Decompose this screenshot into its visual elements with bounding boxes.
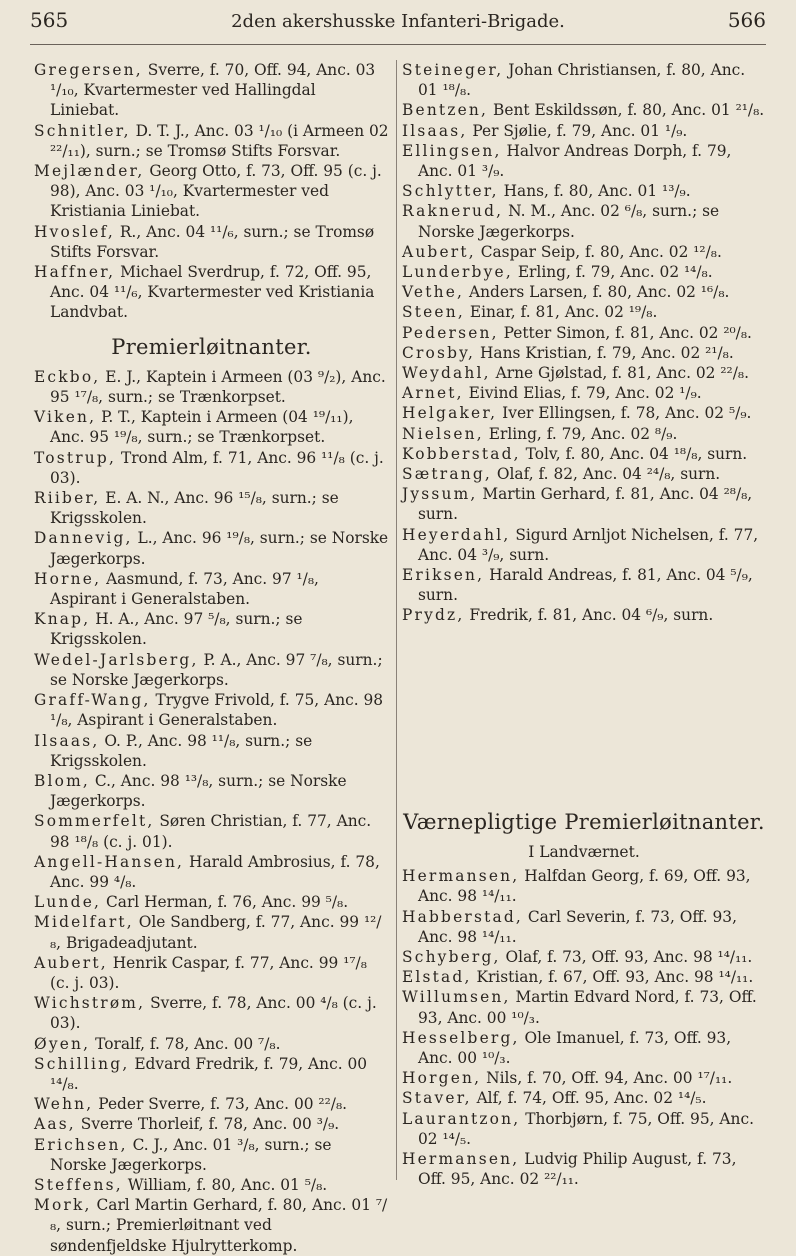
- entry-details: Trond Alm, f. 71, Anc. 96 ¹¹/₈ (c. j. 03).: [50, 448, 384, 487]
- left-column: [34, 60, 389, 1256]
- entry-details: Carl Martin Gerhard, f. 80, Anc. 01 ⁷/₈, surn.; Premierløitnant ved søndenfjeldske Hjulrytterkomp.: [50, 1196, 388, 1255]
- entry-line: [402, 484, 766, 524]
- list-item: [402, 363, 766, 383]
- entry-surname: Eriksen,: [402, 566, 485, 585]
- entry-line: [34, 1135, 389, 1175]
- entry-details: Sverre, f. 78, Anc. 00 ⁴/₈ (c. j. 03).: [50, 994, 377, 1033]
- entry-details: Johan Christiansen, f. 80, Anc. 01 ¹⁸/₈.: [418, 61, 746, 100]
- entry-line: [34, 811, 389, 851]
- list-item: [402, 262, 766, 282]
- list-item: [402, 383, 766, 403]
- entry-line: [34, 1114, 389, 1134]
- entry-surname: Ilsaas,: [34, 731, 100, 750]
- entry-surname: Horgen,: [402, 1069, 482, 1088]
- list-item: [402, 1149, 766, 1189]
- entry-surname: Nielsen,: [402, 424, 484, 443]
- entry-details: Sverre Thorleif, f. 78, Anc. 00 ³/₉.: [75, 1115, 340, 1134]
- entry-details: Erling, f. 79, Anc. 02 ¹⁴/₈.: [512, 263, 713, 282]
- entry-details: Olaf, f. 73, Off. 93, Anc. 98 ¹⁴/₁₁.: [500, 947, 753, 966]
- list-item: [34, 569, 389, 609]
- entry-surname: Tostrup,: [34, 448, 117, 467]
- list-item: [402, 100, 766, 120]
- entry-line: [402, 343, 766, 363]
- list-item: [34, 609, 389, 649]
- entry-details: C., Anc. 98 ¹³/₈, surn.; se Norske Jægerkorps.: [50, 771, 347, 811]
- entry-line: [402, 181, 766, 201]
- entry-details: Erling, f. 79, Anc. 02 ⁸/₉.: [483, 424, 678, 443]
- entry-details: Nils, f. 70, Off. 94, Anc. 00 ¹⁷/₁₁.: [481, 1069, 733, 1088]
- entry-line: [34, 488, 389, 528]
- entry-line: [34, 690, 389, 730]
- entry-surname: Riiber,: [34, 489, 101, 508]
- list-item: [34, 1175, 389, 1195]
- entry-details: Caspar Seip, f. 80, Anc. 02 ¹²/₈.: [475, 242, 722, 261]
- entry-surname: Hermansen,: [402, 867, 520, 886]
- entry-details: Michael Sverdrup, f. 72, Off. 95, Anc. 04 ¹¹/₆, Kvartermester ved Kristiania Landvbat.: [50, 263, 375, 322]
- entry-surname: Steffens,: [34, 1175, 123, 1194]
- entry-details: L., Anc. 96 ¹⁹/₈, surn.; se Norske Jægerkorps.: [50, 529, 389, 568]
- entry-details: Hans, f. 80, Anc. 01 ¹³/₉.: [498, 182, 691, 201]
- list-item: [402, 907, 766, 947]
- entry-line: [34, 1094, 389, 1114]
- list-item: [34, 488, 389, 528]
- list-item: [34, 60, 389, 121]
- list-item: [402, 866, 766, 906]
- entry-details: Carl Herman, f. 76, Anc. 99 ⁵/₈.: [101, 893, 349, 912]
- list-item: [34, 262, 389, 323]
- entry-surname: Kobberstad,: [402, 444, 521, 463]
- entry-surname: Aubert,: [402, 242, 476, 261]
- list-item: [34, 953, 389, 993]
- list-item: [402, 987, 766, 1027]
- entry-details: Sverre, f. 70, Off. 94, Anc. 03 ¹/₁₀, Kvartermester ved Hallingdal Liniebat.: [50, 61, 376, 120]
- list-item: [34, 650, 389, 690]
- list-item: [34, 1135, 389, 1175]
- entry-line: [402, 60, 766, 100]
- entry-details: Edvard Fredrik, f. 79, Anc. 00 ¹⁴/₈.: [50, 1054, 368, 1093]
- list-item: [402, 343, 766, 363]
- entry-details: Harald Andreas, f. 81, Anc. 04 ⁵/₉, surn.: [418, 566, 753, 605]
- entry-details: Bent Eskildssøn, f. 80, Anc. 01 ²¹/₈.: [488, 101, 765, 120]
- entry-surname: Jyssum,: [402, 485, 478, 504]
- entry-surname: Prydz,: [402, 606, 465, 625]
- entry-line: [402, 1149, 766, 1189]
- entry-surname: Hermansen,: [402, 1149, 520, 1168]
- list-item: [402, 1109, 766, 1149]
- entry-surname: Elstad,: [402, 968, 472, 987]
- entry-line: [402, 282, 766, 302]
- entry-details: Anders Larsen, f. 80, Anc. 02 ¹⁶/₈.: [464, 283, 730, 302]
- entry-surname: Sommerfelt,: [34, 812, 155, 831]
- section-heading-premierloitnanter: Premierløitnanter.: [111, 334, 312, 359]
- entry-line: [402, 987, 766, 1027]
- entry-surname: Steineger,: [402, 61, 504, 79]
- entry-surname: Helgaker,: [402, 404, 498, 423]
- entry-line: [34, 528, 389, 568]
- entry-details: Carl Severin, f. 73, Off. 93, Anc. 98 ¹⁴/₁₁.: [418, 907, 737, 946]
- entry-line: [402, 605, 766, 625]
- entry-line: [34, 1195, 389, 1256]
- entry-details: O. P., Anc. 98 ¹¹/₈, surn.; se Krigsskolen.: [50, 731, 313, 770]
- list-item: [34, 528, 389, 568]
- entry-details: Søren Christian, f. 77, Anc. 98 ¹⁸/₈ (c. j. 01).: [50, 812, 372, 851]
- entry-details: P. T., Kaptein i Armeen (04 ¹⁹/₁₁), Anc. 95 ¹⁹/₈, surn.; se Trænkorpset.: [50, 408, 354, 447]
- entry-line: [34, 912, 389, 952]
- entry-list: [402, 866, 766, 1189]
- entry-line: [34, 367, 389, 407]
- entry-surname: Angell-Hansen,: [34, 852, 185, 871]
- entry-line: [34, 161, 389, 222]
- entry-surname: Ellingsen,: [402, 141, 502, 160]
- entry-details: Kristian, f. 67, Off. 93, Anc. 98 ¹⁴/₁₁.: [471, 968, 754, 987]
- entry-line: [34, 993, 389, 1033]
- page-number-right: 566: [727, 8, 766, 32]
- entry-surname: Hvoslef,: [34, 222, 115, 241]
- list-item: [34, 731, 389, 771]
- entry-line: [34, 609, 389, 649]
- entry-details: E. A. N., Anc. 96 ¹⁵/₈, surn.; se Krigsskolen.: [50, 489, 339, 528]
- entry-line: [402, 565, 766, 605]
- entry-details: Ole Sandberg, f. 77, Anc. 99 ¹²/₈, Brigadeadjutant.: [50, 913, 382, 952]
- entry-surname: Laurantzon,: [402, 1109, 521, 1128]
- list-item: [402, 565, 766, 605]
- entry-line: [402, 100, 766, 120]
- entry-line: [34, 1175, 389, 1195]
- entry-details: Martin Gerhard, f. 81, Anc. 04 ²⁸/₈, surn.: [418, 485, 753, 524]
- list-item: [402, 302, 766, 322]
- list-item: [34, 852, 389, 892]
- entry-list: [402, 60, 766, 626]
- entry-details: Alf, f. 74, Off. 95, Anc. 02 ¹⁴/₅.: [471, 1089, 707, 1108]
- entry-surname: Knap,: [34, 610, 91, 629]
- entry-surname: Wedel-Jarlsberg,: [34, 650, 199, 669]
- entry-surname: Øyen,: [34, 1034, 91, 1053]
- list-item: [402, 967, 766, 987]
- entry-line: [402, 1109, 766, 1149]
- entry-line: [34, 731, 389, 771]
- entry-details: Peder Sverre, f. 73, Anc. 00 ²²/₈.: [93, 1095, 348, 1114]
- section-heading-vaernepligtige: Værnepligtige Premierløitnanter.: [403, 809, 765, 834]
- entry-line: [34, 121, 389, 161]
- list-item: [402, 323, 766, 343]
- entry-surname: Ilsaas,: [402, 121, 468, 140]
- entry-surname: Staver,: [402, 1089, 472, 1108]
- entry-surname: Schilling,: [34, 1054, 130, 1073]
- list-item: [402, 424, 766, 444]
- page-number-left: 565: [30, 8, 69, 32]
- entry-surname: Gregersen,: [34, 61, 143, 79]
- right-column: [402, 60, 766, 1189]
- entry-surname: Viken,: [34, 408, 97, 427]
- entry-details: P. A., Anc. 97 ⁷/₈, surn.; se Norske Jægerkorps.: [50, 650, 383, 689]
- section-subheading: I Landværnet.: [528, 842, 640, 861]
- entry-line: [402, 302, 766, 322]
- list-item: [402, 242, 766, 262]
- entry-surname: Mejlænder,: [34, 162, 145, 181]
- entry-line: [402, 262, 766, 282]
- entry-details: Ludvig Philip August, f. 73, Off. 95, Anc. 02 ²²/₁₁.: [418, 1149, 737, 1189]
- entry-list: [34, 367, 389, 1256]
- entry-details: Iver Ellingsen, f. 78, Anc. 02 ⁵/₉.: [497, 404, 752, 423]
- entry-surname: Graff-Wang,: [34, 691, 151, 710]
- entry-details: Halvor Andreas Dorph, f. 79, Anc. 01 ³/₉.: [418, 141, 732, 181]
- list-item: [34, 912, 389, 952]
- entry-surname: Haffner,: [34, 263, 116, 282]
- entry-details: Arne Gjølstad, f. 81, Anc. 02 ²²/₈.: [490, 364, 749, 383]
- list-item: [34, 1034, 389, 1054]
- entry-surname: Crosby,: [402, 343, 476, 362]
- list-item: [34, 407, 389, 447]
- entry-details: Sigurd Arnljot Nichelsen, f. 77, Anc. 04 ³/₉, surn.: [418, 525, 759, 564]
- entry-surname: Bentzen,: [402, 101, 489, 120]
- entry-line: [34, 407, 389, 447]
- entry-details: Petter Simon, f. 81, Anc. 02 ²⁰/₈.: [498, 323, 752, 342]
- entry-surname: Schyberg,: [402, 947, 501, 966]
- page-header: [30, 8, 766, 38]
- entry-details: C. J., Anc. 01 ³/₈, surn.; se Norske Jægerkorps.: [50, 1135, 332, 1174]
- entry-line: [34, 262, 389, 323]
- entry-line: [402, 907, 766, 947]
- entry-details: Tolv, f. 80, Anc. 04 ¹⁸/₈, surn.: [520, 444, 748, 463]
- entry-details: Trygve Frivold, f. 75, Anc. 98 ¹/₈, Aspirant i Generalstaben.: [50, 691, 384, 730]
- entry-line: [402, 464, 766, 484]
- entry-details: Olaf, f. 82, Anc. 04 ²⁴/₈, surn.: [491, 465, 721, 484]
- list-item: [402, 282, 766, 302]
- list-item: [402, 403, 766, 423]
- entry-surname: Eckbo,: [34, 367, 101, 386]
- list-item: [34, 892, 389, 912]
- entry-line: [402, 363, 766, 383]
- entry-line: [402, 525, 766, 565]
- entry-surname: Hesselberg,: [402, 1028, 520, 1047]
- list-item: [402, 1028, 766, 1068]
- entry-line: [34, 1054, 389, 1094]
- list-item: [402, 464, 766, 484]
- entry-details: R., Anc. 04 ¹¹/₆, surn.; se Tromsø Stifts Forsvar.: [50, 222, 375, 261]
- entry-line: [34, 650, 389, 690]
- entry-line: [34, 892, 389, 912]
- entry-surname: Arnet,: [402, 384, 464, 403]
- list-item: [34, 993, 389, 1033]
- entry-details: D. T. J., Anc. 03 ¹/₁₀ (i Armeen 02 ²²/₁₁), surn.; se Tromsø Stifts Forsvar.: [50, 121, 389, 160]
- entry-line: [34, 1034, 389, 1054]
- entry-details: N. M., Anc. 02 ⁶/₈, surn.; se Norske Jægerkorps.: [418, 202, 720, 241]
- list-item: [402, 1068, 766, 1088]
- list-item: [34, 367, 389, 407]
- entry-line: [402, 1068, 766, 1088]
- entry-line: [402, 121, 766, 141]
- entry-surname: Schlytter,: [402, 182, 499, 201]
- list-item: [402, 444, 766, 464]
- list-item: [34, 1195, 389, 1256]
- entry-surname: Blom,: [34, 771, 90, 790]
- running-title: 2den akershusske Infanteri-Brigade.: [231, 11, 565, 32]
- entry-line: [402, 967, 766, 987]
- entry-details: E. J., Kaptein i Armeen (03 ⁹/₂), Anc. 95 ¹⁷/₈, surn.; se Trænkorpset.: [50, 367, 386, 407]
- list-item: [402, 60, 766, 100]
- entry-surname: Raknerud,: [402, 202, 504, 221]
- entry-surname: Willumsen,: [402, 988, 511, 1007]
- column-gap: [402, 626, 766, 798]
- list-item: [402, 141, 766, 181]
- entry-surname: Midelfart,: [34, 913, 134, 932]
- entry-line: [402, 866, 766, 906]
- entry-line: [402, 444, 766, 464]
- list-item: [402, 201, 766, 241]
- header-rule: [30, 44, 766, 45]
- list-item: [34, 1114, 389, 1134]
- entry-details: Ole Imanuel, f. 73, Off. 93, Anc. 00 ¹⁰/₃.: [418, 1028, 732, 1067]
- entry-details: Per Sjølie, f. 79, Anc. 01 ¹/₉.: [467, 121, 688, 140]
- entry-line: [34, 222, 389, 262]
- entry-surname: Wichstrøm,: [34, 994, 146, 1013]
- list-item: [34, 161, 389, 222]
- entry-line: [402, 383, 766, 403]
- list-item: [34, 448, 389, 488]
- entry-line: [34, 569, 389, 609]
- entry-surname: Pedersen,: [402, 323, 499, 342]
- entry-details: Eivind Elias, f. 79, Anc. 02 ¹/₉.: [463, 384, 702, 403]
- entry-details: Henrik Caspar, f. 77, Anc. 99 ¹⁷/₈ (c. j. 03).: [50, 953, 367, 992]
- entry-line: [402, 403, 766, 423]
- entry-line: [402, 323, 766, 343]
- list-item: [34, 222, 389, 262]
- list-item: [402, 1088, 766, 1108]
- list-item: [402, 525, 766, 565]
- entry-surname: Heyerdahl,: [402, 525, 511, 544]
- entry-details: Thorbjørn, f. 75, Off. 95, Anc. 02 ¹⁴/₅.: [418, 1109, 754, 1148]
- entry-list: [34, 60, 389, 323]
- entry-surname: Sætrang,: [402, 465, 492, 484]
- entry-details: Fredrik, f. 81, Anc. 04 ⁶/₉, surn.: [464, 606, 714, 625]
- entry-line: [34, 448, 389, 488]
- entry-details: Einar, f. 81, Anc. 02 ¹⁹/₈.: [464, 303, 658, 322]
- entry-surname: Lunde,: [34, 893, 102, 912]
- entry-line: [34, 771, 389, 811]
- list-item: [402, 605, 766, 625]
- entry-surname: Mork,: [34, 1196, 92, 1215]
- entry-details: Hans Kristian, f. 79, Anc. 02 ²¹/₈.: [475, 343, 734, 362]
- entry-line: [34, 60, 389, 121]
- column-divider: [396, 60, 397, 1180]
- entry-surname: Weydahl,: [402, 364, 491, 383]
- entry-details: Halfdan Georg, f. 69, Off. 93, Anc. 98 ¹⁴/₁₁.: [418, 867, 751, 906]
- entry-line: [402, 141, 766, 181]
- entry-surname: Steen,: [402, 303, 465, 322]
- list-item: [34, 1054, 389, 1094]
- entry-surname: Dannevig,: [34, 529, 133, 548]
- list-item: [402, 947, 766, 967]
- entry-surname: Aubert,: [34, 953, 108, 972]
- entry-details: Georg Otto, f. 73, Off. 95 (c. j. 98), Anc. 03 ¹/₁₀, Kvartermester ved Kristiania Liniebat.: [50, 162, 382, 221]
- entry-surname: Habberstad,: [402, 907, 523, 926]
- entry-surname: Schnitler,: [34, 121, 131, 140]
- entry-surname: Horne,: [34, 569, 102, 588]
- entry-surname: Lunderbye,: [402, 263, 513, 282]
- entry-line: [402, 242, 766, 262]
- entry-details: William, f. 80, Anc. 01 ⁵/₈.: [122, 1175, 328, 1194]
- entry-details: Harald Ambrosius, f. 78, Anc. 99 ⁴/₈.: [50, 852, 380, 891]
- list-item: [402, 484, 766, 524]
- entry-line: [402, 947, 766, 967]
- list-item: [402, 121, 766, 141]
- entry-details: Toralf, f. 78, Anc. 00 ⁷/₈.: [90, 1034, 281, 1053]
- list-item: [34, 690, 389, 730]
- entry-details: Martin Edvard Nord, f. 73, Off. 93, Anc. 00 ¹⁰/₃.: [418, 988, 757, 1027]
- entry-surname: Wehn,: [34, 1095, 94, 1114]
- entry-line: [402, 424, 766, 444]
- entry-line: [402, 1028, 766, 1068]
- entry-line: [402, 201, 766, 241]
- entry-line: [34, 953, 389, 993]
- entry-details: Aasmund, f. 73, Anc. 97 ¹/₈, Aspirant i Generalstaben.: [50, 569, 319, 609]
- entry-surname: Vethe,: [402, 283, 465, 302]
- entry-surname: Erichsen,: [34, 1135, 128, 1154]
- list-item: [34, 811, 389, 851]
- list-item: [402, 181, 766, 201]
- list-item: [34, 121, 389, 161]
- entry-surname: Aas,: [34, 1115, 76, 1134]
- list-item: [34, 771, 389, 811]
- entry-line: [34, 852, 389, 892]
- entry-details: H. A., Anc. 97 ⁵/₈, surn.; se Krigsskolen.: [50, 610, 303, 649]
- entry-line: [402, 1088, 766, 1108]
- list-item: [34, 1094, 389, 1114]
